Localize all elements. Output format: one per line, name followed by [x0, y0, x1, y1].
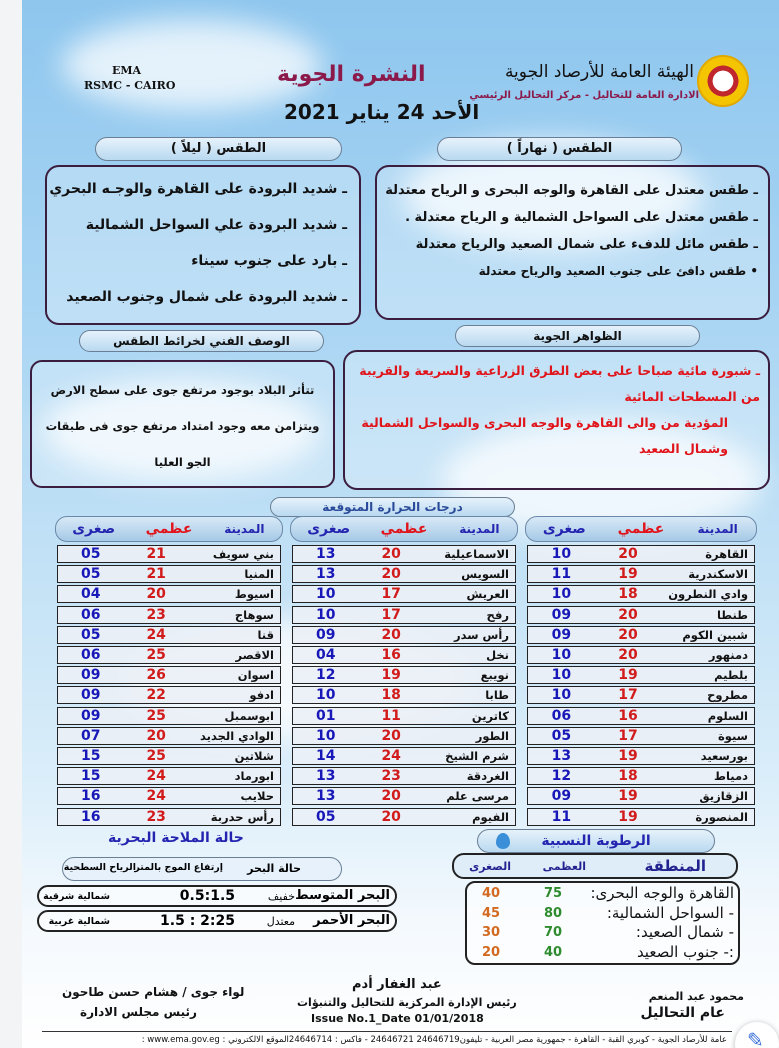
technical-title: الوصف الفني لخرائط الطقس: [79, 330, 324, 352]
min-temp: 10: [315, 606, 336, 623]
max-temp: 21: [146, 566, 166, 583]
temp-row: [527, 727, 755, 745]
temp-row: [292, 606, 516, 624]
humidity-min: 20: [482, 944, 501, 960]
temp-row: [527, 707, 755, 725]
city-name: الاقصر: [235, 648, 274, 662]
min-temp: 10: [315, 586, 336, 603]
col-city: المدينة: [697, 522, 738, 536]
col-city: المدينة: [224, 522, 265, 536]
min-temp: 10: [551, 687, 572, 704]
city-name: الفيوم: [472, 809, 509, 824]
phenomena-title: الظواهر الجوية: [455, 325, 700, 347]
max-temp: 24: [146, 788, 166, 805]
temp-row: [292, 666, 516, 684]
city-name: بورسعيد: [700, 749, 748, 763]
temp-row: [57, 666, 281, 684]
city-name: بني سويف: [212, 547, 274, 561]
night-line: ـ شديد البرودة علي السواحل الشمالية: [85, 217, 347, 233]
city-name: مرسى علم: [446, 789, 509, 804]
max-temp: 20: [618, 647, 638, 663]
day-weather-box: [375, 165, 770, 320]
marine-title: حالة الملاحة البحرية: [108, 830, 244, 846]
temp-row: [527, 787, 755, 805]
temp-row: [527, 767, 755, 785]
issue-number: Issue No.1_Date 01/01/2018: [311, 1012, 484, 1025]
humidity-min: 45: [482, 905, 501, 921]
min-temp: 12: [315, 667, 336, 684]
max-temp: 24: [146, 768, 166, 785]
min-temp: 05: [80, 566, 101, 583]
humidity-region: القاهرة والوجه البحرى:: [590, 884, 734, 902]
city-name: ابورماد: [234, 769, 274, 784]
temp-table-header: [525, 516, 757, 542]
day-line: ـ طقس مائل للدفء على شمال الصعيد والرياح معتدلة: [415, 237, 758, 252]
max-temp: 17: [381, 586, 401, 603]
surface-wind: شمالية شرقية: [43, 891, 110, 902]
min-temp: 09: [80, 667, 101, 684]
max-temp: 11: [381, 707, 401, 724]
temp-row: [292, 707, 516, 725]
min-temp: 09: [551, 788, 572, 805]
max-temp: 20: [618, 606, 638, 623]
marine-header: [62, 857, 342, 881]
night-weather-box: [45, 165, 361, 325]
max-temp: 20: [146, 586, 166, 603]
night-line: ـ شديد البرودة على شمال وجنوب الصعيد: [66, 289, 347, 305]
city-name: اسيوط: [234, 587, 274, 602]
city-name: السلوم: [707, 708, 748, 723]
min-temp: 09: [315, 626, 336, 643]
night-line: ـ بارد على جنوب سيناء: [191, 253, 347, 269]
technical-text: تتأثر البلاد بوجود مرتفع جوى على سطح الارض ويتزامن معه وجود امتداد مرتفع جوى فى طبقات الجو العليا: [45, 383, 320, 469]
city-name: طنطا: [716, 607, 748, 622]
temp-row: [527, 666, 755, 684]
min-temp: 13: [551, 748, 572, 764]
max-temp: 19: [618, 667, 638, 684]
max-temp: 18: [381, 687, 401, 704]
max-temp: 20: [381, 808, 401, 825]
temp-row: [292, 747, 516, 765]
org-name: الهيئة العامة للأرصاد الجوية: [504, 62, 694, 82]
min-temp: 04: [315, 647, 336, 663]
temp-row: [57, 727, 281, 745]
day-weather-title: الطقس ( نهاراً ): [437, 137, 682, 161]
min-temp: 14: [315, 748, 336, 764]
temp-row: [292, 565, 516, 583]
max-temp: 23: [146, 808, 166, 825]
temp-row: [57, 565, 281, 583]
city-name: الغردقة: [466, 769, 509, 784]
ema-label: EMA: [112, 64, 142, 77]
city-name: الاسماعيلية: [444, 547, 509, 561]
min-temp: 11: [551, 808, 572, 825]
col-max: عظمي: [380, 521, 428, 537]
col-min: صغرى: [307, 521, 351, 537]
col-max: عظمي: [617, 521, 665, 537]
temp-row: [527, 545, 755, 563]
bulletin-date: الأحد 24 يناير 2021: [284, 100, 480, 124]
max-temp: 20: [146, 727, 166, 744]
page-title: النشرة الجوية: [277, 62, 426, 87]
city-name: شلاتين: [234, 749, 274, 763]
max-temp: 17: [618, 687, 638, 704]
city-name: شرم الشيخ: [445, 749, 509, 763]
max-temp: 16: [618, 707, 638, 724]
min-temp: 11: [551, 566, 572, 583]
city-name: رأس سدر: [453, 627, 509, 642]
temp-row: [292, 787, 516, 805]
humidity-region: - السواحل الشمالية:: [606, 903, 734, 922]
max-temp: 17: [618, 727, 638, 744]
max-temp: 24: [381, 748, 401, 764]
humidity-max: 80: [544, 905, 563, 921]
min-temp: 13: [315, 546, 336, 562]
max-temp: 19: [618, 808, 638, 825]
temp-row: [292, 545, 516, 563]
temp-row: [57, 747, 281, 765]
min-temp: 16: [80, 808, 101, 825]
city-name: وادي النطرون: [668, 587, 748, 602]
max-temp: 20: [381, 626, 401, 643]
max-temp: 20: [381, 546, 401, 562]
city-name: اسوان: [237, 668, 274, 683]
city-name: دمياط: [714, 769, 748, 784]
max-temp: 21: [146, 546, 166, 562]
city-name: الوادي الجديد: [199, 728, 274, 743]
min-temp: 09: [80, 687, 101, 704]
temp-row: [527, 585, 755, 603]
min-temp: 09: [551, 606, 572, 623]
humidity-title-text: الرطوبة النسبية: [541, 833, 651, 849]
max-temp: 19: [618, 566, 638, 583]
max-temp: 19: [618, 788, 638, 805]
temp-row: [57, 808, 281, 826]
footer-divider: [42, 1031, 732, 1032]
humidity-max: 70: [544, 925, 563, 940]
water-drop-icon: [496, 833, 510, 849]
city-name: نويبع: [480, 668, 509, 683]
day-line: • طقس دافئ على جنوب الصعيد والرياح معتدلة: [478, 264, 758, 278]
max-temp: 24: [146, 626, 166, 643]
city-name: سوهاج: [234, 607, 274, 622]
city-name: بلطيم: [714, 668, 748, 683]
min-temp: 15: [80, 748, 101, 764]
temp-row: [527, 747, 755, 765]
city-name: ابوسمبل: [224, 708, 274, 723]
min-temp: 15: [80, 768, 101, 785]
city-name: مطروح: [707, 688, 748, 703]
humidity-region: :- جنوب الصعيد: [636, 942, 734, 961]
min-temp: 12: [551, 768, 572, 785]
sea-state: معتدل: [266, 915, 295, 928]
temp-row: [527, 808, 755, 826]
phenomena-box: [343, 350, 770, 490]
sig-right-name: محمود عبد المنعم: [648, 990, 744, 1003]
min-temp: 13: [315, 768, 336, 785]
temp-row: [57, 707, 281, 725]
wave-height: 0.5:1.5: [179, 888, 235, 904]
footer-address: عامة للأرصاد الجوية - كوبري القبة - القاهرة - جمهورية مصر العربية - تليفون24646719 24646721 - فاكس : 24646714الموقع الالكتروني : www.ema.gov.eg :: [141, 1035, 727, 1045]
max-temp: 18: [618, 768, 638, 785]
technical-box: [30, 360, 335, 488]
org-subtitle: الادارة العامة للتحاليل - مركز التحاليل الرئيسي: [469, 90, 699, 101]
sig-right-title: عام التحاليل: [640, 1005, 725, 1021]
max-temp: 19: [381, 667, 401, 684]
temp-row: [527, 606, 755, 624]
city-name: رأس حدربة: [210, 809, 274, 824]
temp-row: [57, 545, 281, 563]
night-weather-title: الطقس ( ليلاً ): [95, 137, 342, 161]
humidity-col-max: العظمى: [542, 860, 586, 873]
min-temp: 04: [80, 586, 101, 603]
rsmc-label: RSMC - CAIRO: [84, 79, 176, 92]
humidity-header: [452, 853, 738, 879]
min-temp: 10: [551, 586, 572, 603]
temp-row: [527, 646, 755, 664]
city-name: طابا: [485, 688, 509, 703]
sig-left-name: لواء جوى / هشام حسن طاحون: [62, 985, 245, 999]
min-temp: 10: [551, 546, 572, 562]
marine-col-wave: إرتفاع الموج بالمتر: [134, 862, 223, 873]
min-temp: 05: [80, 626, 101, 643]
humidity-col-region: المنطقة: [644, 857, 706, 875]
max-temp: 20: [618, 546, 638, 562]
humidity-col-min: الصغرى: [469, 860, 511, 873]
bulletin-sheet: [22, 0, 779, 1048]
city-name: ادفو: [249, 688, 274, 703]
temp-row: [57, 606, 281, 624]
min-temp: 05: [80, 546, 101, 562]
min-temp: 10: [551, 667, 572, 684]
min-temp: 01: [315, 707, 336, 724]
city-name: كاترين: [471, 708, 509, 723]
min-temp: 05: [315, 808, 336, 825]
city-name: السويس: [461, 567, 509, 582]
max-temp: 25: [146, 707, 166, 724]
temp-row: [57, 686, 281, 704]
phenomena-line: المؤدية من والى القاهرة والوجه البحرى والسواحل الشمالية وشمال الصعيد: [361, 415, 728, 456]
humidity-region: - شمال الصعيد:: [635, 923, 734, 941]
temp-row: [292, 686, 516, 704]
humidity-title: [477, 829, 715, 853]
night-line: ـ شديد البرودة على القاهرة والوجـه البحري: [49, 181, 347, 197]
temp-row: [292, 727, 516, 745]
city-name: سيوة: [717, 728, 748, 743]
temp-table-header: [290, 516, 518, 542]
temp-row: [57, 626, 281, 644]
sig-mid-title: رئيس الإدارة المركزية للتحاليل والتنبؤات: [297, 996, 517, 1009]
humidity-min: 40: [482, 886, 501, 901]
max-temp: 20: [381, 727, 401, 744]
phenomena-line: ـ شبورة مائية صباحا على بعض الطرق الزراعية والسريعة والقريبة من المسطحات المائية: [359, 363, 760, 404]
min-temp: 06: [80, 647, 101, 663]
max-temp: 20: [618, 626, 638, 643]
city-name: القاهرة: [705, 547, 748, 561]
col-min: صغرى: [542, 521, 586, 537]
marine-row: [37, 910, 397, 932]
city-name: رفح: [486, 607, 509, 622]
humidity-max: 75: [544, 886, 563, 901]
sea-state: خفيف: [267, 890, 295, 903]
temp-row: [292, 767, 516, 785]
max-temp: 16: [381, 647, 401, 663]
temp-row: [57, 767, 281, 785]
day-line: ـ طقس معتدل على القاهرة والوجه البحرى و الرياح معتدلة: [385, 183, 758, 198]
surface-wind: شمالية غربية: [48, 916, 110, 927]
city-name: شبين الكوم: [682, 627, 748, 642]
min-temp: 13: [315, 566, 336, 583]
min-temp: 13: [315, 788, 336, 805]
sig-left-title: رئيس مجلس الادارة: [80, 1005, 197, 1019]
temp-row: [292, 626, 516, 644]
edit-button[interactable]: [735, 1022, 779, 1048]
pencil-icon: ✎: [747, 1028, 764, 1048]
city-name: الاسكندرية: [688, 567, 748, 582]
max-temp: 18: [618, 586, 638, 603]
city-name: حلايب: [240, 789, 274, 804]
marine-col-state: حالة البحر: [247, 862, 301, 875]
city-name: المنيا: [244, 567, 274, 582]
sig-mid-name: عبد الغفار أدم: [352, 977, 442, 992]
max-temp: 23: [146, 606, 166, 623]
min-temp: 06: [551, 707, 572, 724]
temp-table-header: [55, 516, 283, 542]
max-temp: 20: [381, 788, 401, 805]
city-name: نخل: [486, 648, 509, 662]
max-temp: 19: [618, 748, 638, 764]
max-temp: 17: [381, 606, 401, 623]
humidity-min: 30: [482, 925, 501, 940]
wave-height: 1.5 : 2:25: [160, 913, 235, 929]
min-temp: 16: [80, 788, 101, 805]
city-name: الزقازيق: [699, 789, 748, 804]
marine-row: [37, 885, 397, 907]
min-temp: 09: [551, 626, 572, 643]
max-temp: 26: [146, 667, 166, 684]
min-temp: 09: [80, 707, 101, 724]
max-temp: 20: [381, 566, 401, 583]
sea-name: البحر المتوسط: [295, 888, 390, 903]
city-name: دمنهور: [708, 648, 748, 662]
min-temp: 05: [551, 727, 572, 744]
temp-row: [292, 646, 516, 664]
city-name: قنا: [257, 627, 274, 642]
col-city: المدينة: [459, 522, 500, 536]
temp-row: [292, 585, 516, 603]
ema-logo: [697, 55, 749, 107]
city-name: الطور: [475, 728, 509, 743]
max-temp: 22: [146, 687, 166, 704]
humidity-max: 40: [544, 944, 563, 960]
temp-row: [292, 808, 516, 826]
min-temp: 06: [80, 606, 101, 623]
day-line: ـ طقس معتدل على السواحل الشمالية و الرياح معتدلة .: [405, 210, 758, 225]
temp-row: [57, 585, 281, 603]
temp-row: [57, 787, 281, 805]
sea-name: البحر الأحمر: [313, 913, 390, 928]
marine-col-wind: الرياح السطحية: [63, 862, 136, 873]
max-temp: 25: [146, 748, 166, 764]
city-name: المنصورة: [695, 809, 748, 824]
temp-row: [527, 626, 755, 644]
max-temp: 23: [381, 768, 401, 785]
temp-row: [527, 565, 755, 583]
min-temp: 07: [80, 727, 101, 744]
temp-row: [57, 646, 281, 664]
col-min: صغرى: [72, 521, 116, 537]
col-max: عظمي: [145, 521, 193, 537]
city-name: العريش: [466, 587, 509, 602]
min-temp: 10: [551, 647, 572, 663]
temp-row: [527, 686, 755, 704]
temps-title: درجات الحرارة المتوقعة: [270, 497, 515, 517]
min-temp: 10: [315, 687, 336, 704]
min-temp: 10: [315, 727, 336, 744]
max-temp: 25: [146, 647, 166, 663]
